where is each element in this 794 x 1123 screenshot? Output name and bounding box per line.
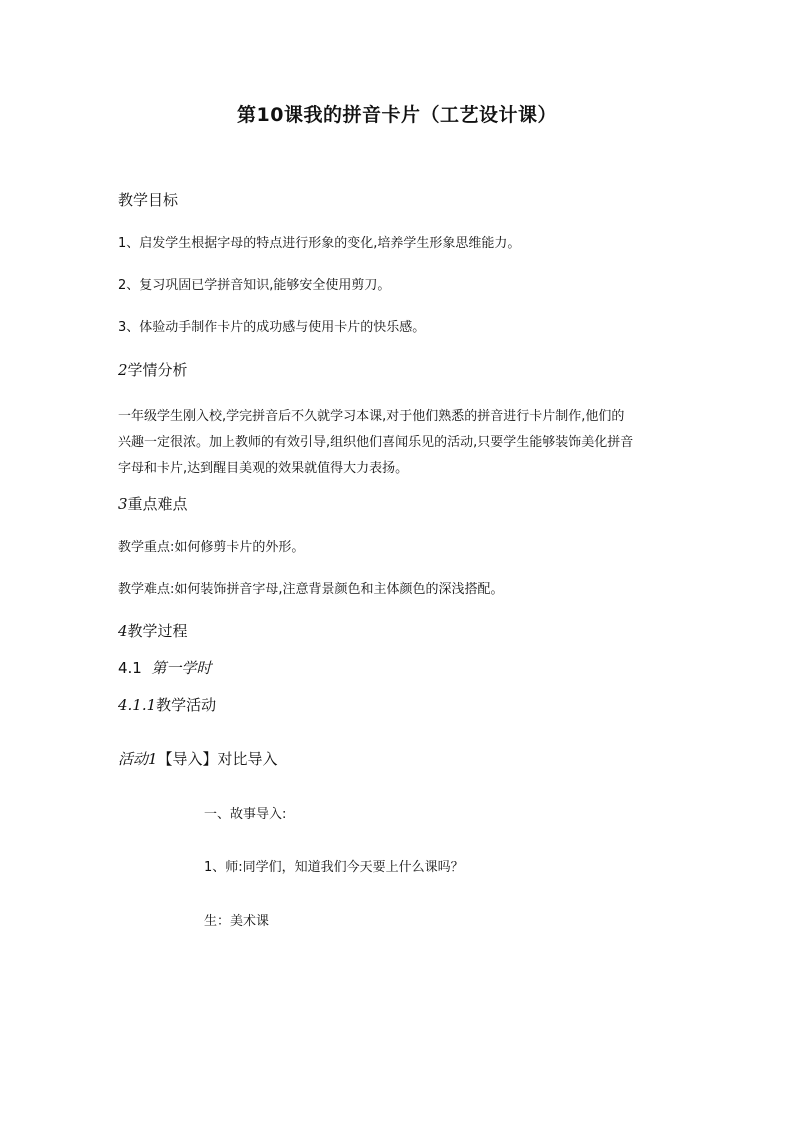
subsubsection-heading [118,698,216,713]
activity-label: 活动1 [118,750,158,768]
teaching-difficulty: 教学难点:如何装饰拼音字母,注意背景颜色和主体颜色的深浅搭配。 [118,582,504,597]
goal-item-2: 2、复习巩固已学拼音知识,能够安全使用剪刀。 [118,278,391,293]
subsection-title: 第一学时 [151,659,212,677]
key-points-heading-text: 重点难点 [127,495,188,513]
analysis-number: 2 [118,361,128,379]
analysis-line-1: 一年级学生刚入校,学完拼音后不久就学习本课,对于他们熟悉的拼音进行卡片制作,他们的 [118,409,625,424]
document-title: 第10课我的拼音卡片（工艺设计课） [237,104,557,126]
story-intro: 一、故事导入: [204,807,287,822]
activity-heading [118,752,278,767]
analysis-line-3: 字母和卡片,达到醒目美观的效果就值得大力表扬。 [118,461,409,476]
student-answer: 生：美术课 [204,914,270,929]
subsubsection-number: 4.1.1 [118,696,157,714]
subsection-number: 4.1 [118,659,142,677]
analysis-heading-text: 学情分析 [127,361,188,379]
goals-heading: 教学目标 [118,191,179,209]
goal-item-1: 1、启发学生根据字母的特点进行形象的变化,培养学生形象思维能力。 [118,236,521,251]
goal-item-3: 3、体验动手制作卡片的成功感与使用卡片的快乐感。 [118,320,426,335]
activity-title: 【导入】对比导入 [157,750,278,768]
process-heading-text: 教学过程 [127,622,188,640]
teaching-focus: 教学重点:如何修剪卡片的外形。 [118,540,305,555]
teacher-question: 1、师:同学们，知道我们今天要上什么课吗？ [204,860,464,875]
analysis-line-2: 兴趣一定很浓。加上教师的有效引导,组织他们喜闻乐见的活动,只要学生能够装饰美化拼音 [118,435,634,450]
key-points-number: 3 [118,495,128,513]
analysis-paragraph [118,404,680,482]
subsubsection-title: 教学活动 [156,696,217,714]
process-number: 4 [118,622,128,640]
process-heading [118,624,188,639]
analysis-heading [118,363,188,378]
key-points-heading [118,497,188,512]
subsection-heading [118,661,211,676]
